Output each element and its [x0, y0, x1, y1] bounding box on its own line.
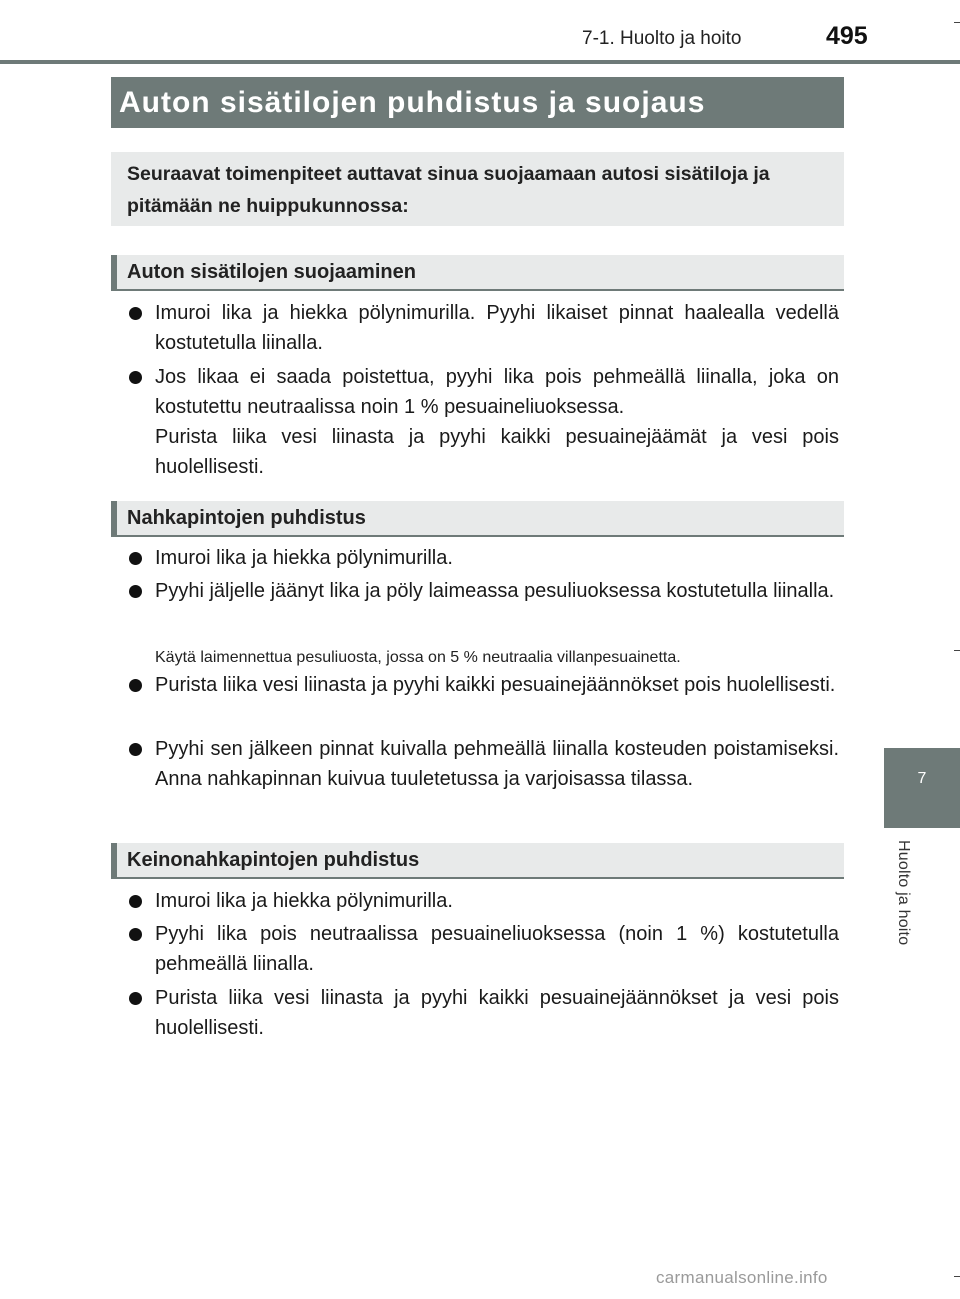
- bullet-icon: [129, 992, 142, 1005]
- list-item: Jos likaa ei saada poistettua, pyyhi lika pois pehmeällä liinalla, joka on kostutettu neutraalissa noin 1 % pesuaineliuoksessa.: [129, 362, 839, 422]
- list-item: Purista liika vesi liinasta ja pyyhi kaikki pesuainejäännökset ja vesi pois huolellisesti.: [129, 983, 839, 1043]
- page-title: Auton sisätilojen puhdistus ja suojaus: [111, 77, 844, 128]
- watermark: carmanualsonline.info: [656, 1268, 828, 1287]
- section-heading-leather-cleaning: Nahkapintojen puhdistus: [111, 501, 844, 537]
- bullet-icon: [129, 895, 142, 908]
- list-item: Imuroi lika ja hiekka pölynimurilla. Pyyhi likaiset pinnat haalealla vedellä kostutetulla liinalla.: [129, 298, 839, 358]
- chapter-number: 7: [917, 770, 927, 787]
- bullet-icon: [129, 585, 142, 598]
- intro-text: Seuraavat toimenpiteet auttavat sinua suojaamaan autosi sisätiloja ja pitämään ne huippukunnossa:: [127, 163, 770, 217]
- continuation-paragraph: Purista liika vesi liinasta ja pyyhi kaikki pesuainejäämät ja vesi pois huolellisesti.: [155, 426, 839, 478]
- header-divider: [0, 60, 960, 64]
- list-item: Imuroi lika ja hiekka pölynimurilla.: [129, 886, 839, 916]
- section-heading-interior-protection: Auton sisätilojen suojaaminen: [111, 255, 844, 291]
- crop-mark: [954, 22, 960, 23]
- intro-box: [111, 152, 844, 226]
- crop-mark: [954, 650, 960, 651]
- list-item: Pyyhi sen jälkeen pinnat kuivalla pehmeällä liinalla kosteuden poistamiseksi. Anna nahkapinnan kuivua tuuletetussa ja varjoisassa tilassa.: [129, 734, 839, 794]
- bullet-icon: [129, 371, 142, 384]
- section-heading-synthetic-leather-cleaning: Keinonahkapintojen puhdistus: [111, 843, 844, 879]
- list-item: Pyyhi lika pois neutraalissa pesuaineliuoksessa (noin 1 %) kostutetulla pehmeällä liinalla.: [129, 919, 839, 979]
- crop-mark: [954, 1276, 960, 1277]
- list-item: Imuroi lika ja hiekka pölynimurilla.: [129, 543, 839, 573]
- chapter-label: Huolto ja hoito: [895, 840, 912, 946]
- note-text: Käytä laimennettua pesuliuosta, jossa on 5 % neutraalia villanpesuainetta.: [155, 649, 681, 666]
- running-header-section: 7-1. Huolto ja hoito: [582, 28, 742, 49]
- list-item: Pyyhi jäljelle jäänyt lika ja pöly laimeassa pesuliuoksessa kostutetulla liinalla.: [129, 576, 839, 606]
- bullet-icon: [129, 928, 142, 941]
- bullet-icon: [129, 552, 142, 565]
- list-item: Purista liika vesi liinasta ja pyyhi kaikki pesuainejäännökset pois huolellisesti.: [129, 670, 839, 700]
- bullet-icon: [129, 679, 142, 692]
- chapter-tab: [884, 748, 960, 828]
- bullet-icon: [129, 307, 142, 320]
- page-number: 495: [826, 22, 868, 50]
- bullet-icon: [129, 743, 142, 756]
